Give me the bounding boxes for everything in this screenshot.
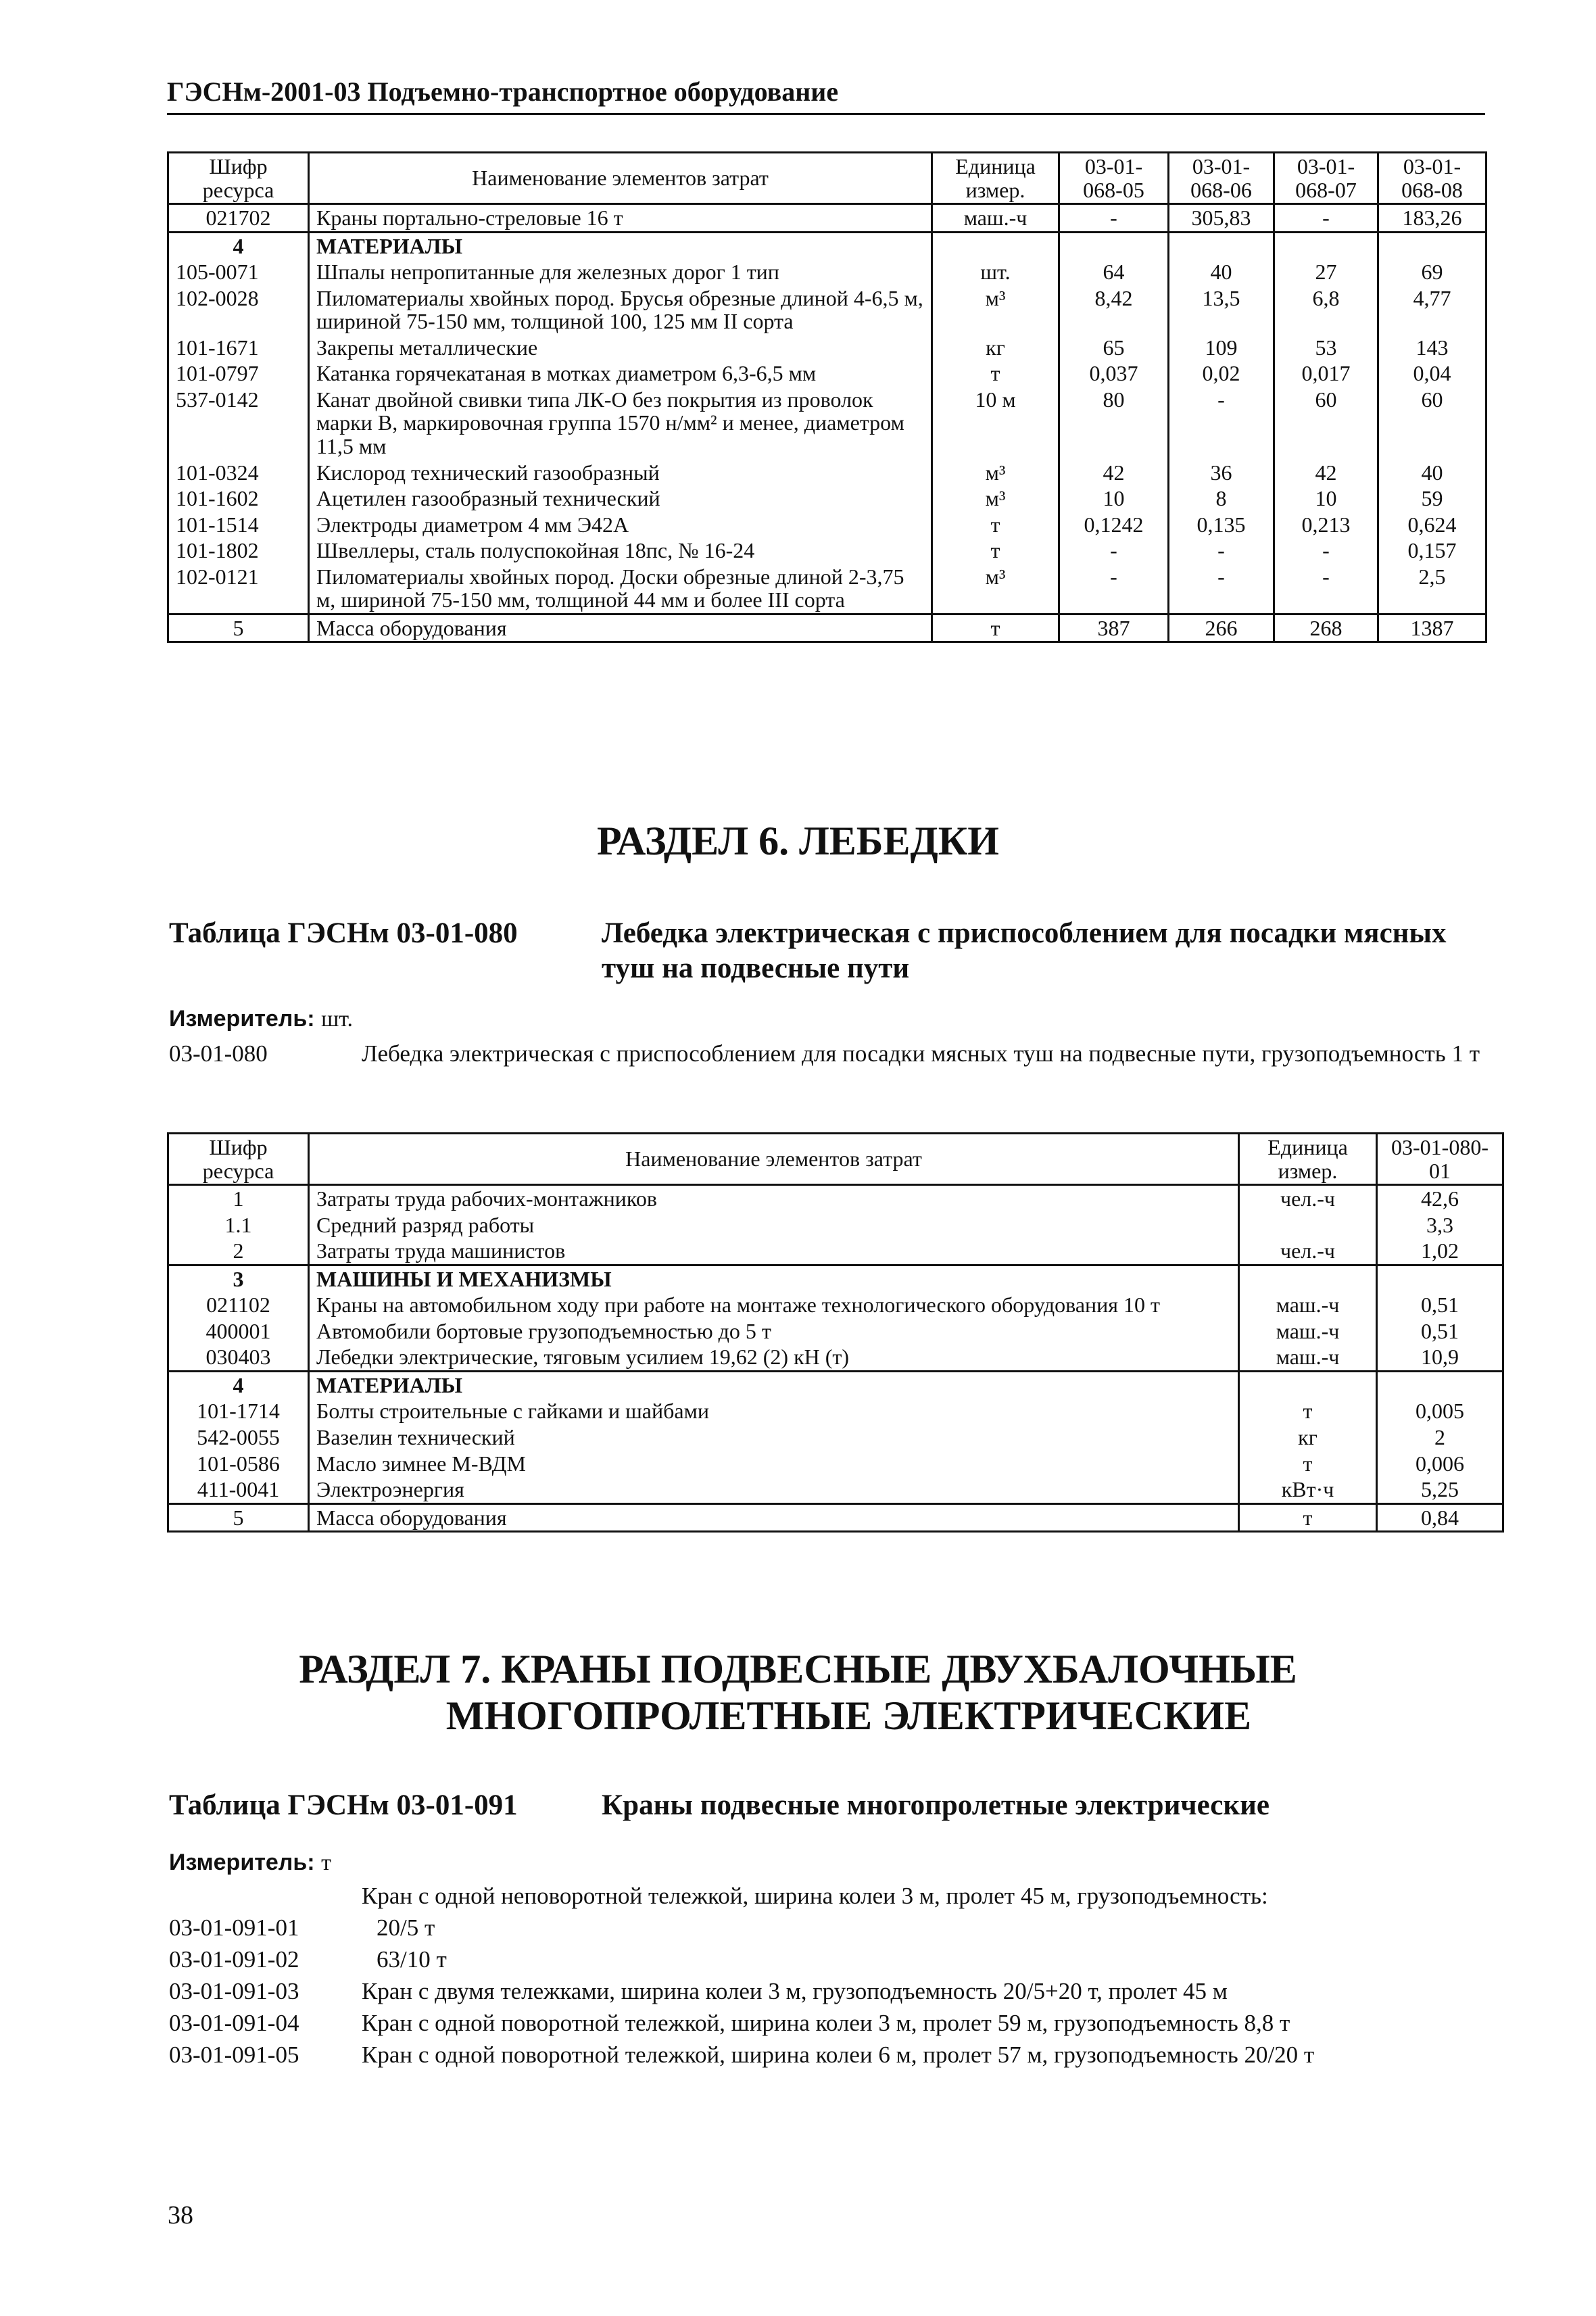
cell: 101-1802 xyxy=(168,537,309,564)
col-header: Наименование элементов затрат xyxy=(309,1134,1239,1185)
table-row xyxy=(168,1212,1503,1238)
cell: 4 xyxy=(168,1371,309,1398)
cell: 4 xyxy=(168,232,309,259)
table-title-091 xyxy=(169,1788,1487,1823)
cell: т xyxy=(932,537,1059,564)
col-header: 03-01-080-01 xyxy=(1377,1134,1503,1185)
section-row xyxy=(168,1371,1503,1398)
cell: 400001 xyxy=(168,1318,309,1345)
table-row xyxy=(168,460,1486,486)
cell: кг xyxy=(1239,1424,1377,1451)
section-7-line2: МНОГОПРОЛЕТНЫЕ ЭЛЕКТРИЧЕСКИЕ xyxy=(445,1693,1252,1738)
desc-text: 20/5 т xyxy=(377,1914,435,1941)
cell: - xyxy=(1059,537,1169,564)
cell: 109 xyxy=(1169,335,1274,361)
cell: 6,8 xyxy=(1274,285,1378,335)
cell: 021702 xyxy=(168,204,309,233)
table-row xyxy=(168,1344,1503,1371)
table-header-row xyxy=(168,153,1486,204)
cell: Кислород технический газообразный xyxy=(309,460,932,486)
cell: маш.-ч xyxy=(932,204,1059,233)
table-row xyxy=(168,204,1486,233)
col-header: 03-01-068-05 xyxy=(1059,153,1169,204)
cell: 3 xyxy=(168,1265,309,1292)
section-row xyxy=(168,1265,1503,1292)
cell: - xyxy=(1169,387,1274,460)
table-title-080 xyxy=(169,916,1487,986)
section-label: МАШИНЫ И МЕХАНИЗМЫ xyxy=(309,1265,1239,1292)
cell: 537-0142 xyxy=(168,387,309,460)
cell: т xyxy=(1239,1451,1377,1477)
cell: 5 xyxy=(168,614,309,642)
cell: 69 xyxy=(1378,259,1486,285)
cell: - xyxy=(1059,204,1169,233)
cell: 143 xyxy=(1378,335,1486,361)
col-header: Единица измер. xyxy=(932,153,1059,204)
cell: 1 xyxy=(168,1185,309,1212)
cell: 8 xyxy=(1169,485,1274,512)
cell: 10,9 xyxy=(1377,1344,1503,1371)
desc-text: Кран с одной неповоротной тележкой, ширина колеи 3 м, пролет 45 м, грузоподъемность: xyxy=(362,1883,1268,1909)
col-header: 03-01-068-06 xyxy=(1169,153,1274,204)
cell: т xyxy=(1239,1398,1377,1424)
section-label: МАТЕРИАЛЫ xyxy=(309,232,932,259)
desc-code: 03-01-091-01 xyxy=(169,1914,299,1941)
cell: - xyxy=(1274,564,1378,614)
cell: 42,6 xyxy=(1377,1185,1503,1212)
meter-label: Измеритель: xyxy=(169,1850,315,1875)
cell: Масса оборудования xyxy=(309,1503,1239,1532)
cell: 10 xyxy=(1059,485,1169,512)
cell: 0,84 xyxy=(1377,1503,1503,1532)
cell: 0,037 xyxy=(1059,360,1169,387)
cell: 53 xyxy=(1274,335,1378,361)
description-080 xyxy=(169,1039,1487,1069)
cell: 1.1 xyxy=(168,1212,309,1238)
cell: 1387 xyxy=(1378,614,1486,642)
cell: 411-0041 xyxy=(168,1476,309,1503)
cell: 59 xyxy=(1378,485,1486,512)
table-title-code: Таблица ГЭСНм 03-01-080 xyxy=(169,917,518,949)
cell: кг xyxy=(932,335,1059,361)
table-row xyxy=(168,1238,1503,1265)
cell: 102-0028 xyxy=(168,285,309,335)
desc-text: Лебедка электрическая с приспособлением для посадки мясных туш на подвесные пути, грузоподъемность 1 т xyxy=(362,1040,1480,1067)
list-item xyxy=(169,1945,1487,1975)
cell: 101-0586 xyxy=(168,1451,309,1477)
table-row xyxy=(168,485,1486,512)
cell: - xyxy=(1169,564,1274,614)
cell: Шпалы непропитанные для железных дорог 1 тип xyxy=(309,259,932,285)
cell: 0,51 xyxy=(1377,1318,1503,1345)
desc-text: Кран с двумя тележками, ширина колеи 3 м, грузоподъемность 20/5+20 т, пролет 45 м xyxy=(362,1978,1228,2004)
table-row xyxy=(168,1476,1503,1503)
cell: 8,42 xyxy=(1059,285,1169,335)
desc-text: Кран с одной поворотной тележкой, ширина колеи 6 м, пролет 57 м, грузоподъемность 20/20 т xyxy=(362,2042,1315,2068)
cell: Болты строительные с гайками и шайбами xyxy=(309,1398,1239,1424)
table-row xyxy=(168,564,1486,614)
meter-value: т xyxy=(321,1850,331,1875)
cell: Лебедки электрические, тяговым усилием 19,62 (2) кН (т) xyxy=(309,1344,1239,1371)
cell: Пиломатериалы хвойных пород. Доски обрезные длиной 2-3,75 м, шириной 75-150 мм, толщиной 44 мм и более III сорта xyxy=(309,564,932,614)
cell: Катанка горячекатаная в мотках диаметром 6,3-6,5 мм xyxy=(309,360,932,387)
cell: 101-0324 xyxy=(168,460,309,486)
cell: 1,02 xyxy=(1377,1238,1503,1265)
desc-code: 03-01-091-02 xyxy=(169,1946,299,1973)
cell: 13,5 xyxy=(1169,285,1274,335)
cell: 0,1242 xyxy=(1059,512,1169,538)
cell: т xyxy=(1239,1503,1377,1532)
table-title-text: Лебедка электрическая с приспособлением для посадки мясных туш на подвесные пути xyxy=(602,917,1447,984)
cell: 0,005 xyxy=(1377,1398,1503,1424)
cell: 101-0797 xyxy=(168,360,309,387)
cell: Вазелин технический xyxy=(309,1424,1239,1451)
cell: 42 xyxy=(1274,460,1378,486)
list-item xyxy=(169,1977,1487,2006)
cell: 102-0121 xyxy=(168,564,309,614)
cell: 105-0071 xyxy=(168,259,309,285)
meter-080 xyxy=(169,1006,353,1032)
cell: - xyxy=(1274,537,1378,564)
cell: м³ xyxy=(932,485,1059,512)
meter-091 xyxy=(169,1850,331,1876)
cell: т xyxy=(932,360,1059,387)
cell: маш.-ч xyxy=(1239,1344,1377,1371)
section-7-line1: РАЗДЕЛ 7. КРАНЫ ПОДВЕСНЫЕ ДВУХБАЛОЧНЫЕ xyxy=(299,1647,1297,1691)
cell: 64 xyxy=(1059,259,1169,285)
cell: 387 xyxy=(1059,614,1169,642)
table-row xyxy=(168,335,1486,361)
cell: 0,135 xyxy=(1169,512,1274,538)
cell: 5 xyxy=(168,1503,309,1532)
cell: 0,017 xyxy=(1274,360,1378,387)
cell xyxy=(1239,1212,1377,1238)
table-row xyxy=(168,259,1486,285)
cell: 0,51 xyxy=(1377,1292,1503,1318)
section-6-title: РАЗДЕЛ 6. ЛЕБЕДКИ xyxy=(597,819,999,863)
cell: 10 xyxy=(1274,485,1378,512)
page-header: ГЭСНм-2001-03 Подъемно-транспортное оборудование xyxy=(167,76,1485,115)
cell: Автомобили бортовые грузоподъемностью до 5 т xyxy=(309,1318,1239,1345)
cell: 65 xyxy=(1059,335,1169,361)
col-header: Шифр ресурса xyxy=(168,1134,309,1185)
cell: - xyxy=(1274,204,1378,233)
col-header: 03-01-068-08 xyxy=(1378,153,1486,204)
cell: 0,157 xyxy=(1378,537,1486,564)
cell: 60 xyxy=(1378,387,1486,460)
list-item xyxy=(169,2008,1487,2038)
cell: 542-0055 xyxy=(168,1424,309,1451)
cell: 80 xyxy=(1059,387,1169,460)
cell: 0,213 xyxy=(1274,512,1378,538)
table-row xyxy=(168,360,1486,387)
cell: 40 xyxy=(1169,259,1274,285)
page-number: 38 xyxy=(168,2201,193,2229)
cell: Ацетилен газообразный технический xyxy=(309,485,932,512)
cell: 27 xyxy=(1274,259,1378,285)
desc-text: Кран с одной поворотной тележкой, ширина колеи 3 м, пролет 59 м, грузоподъемность 8,8 т xyxy=(362,2010,1290,2036)
meter-value: шт. xyxy=(321,1007,354,1032)
cell: шт. xyxy=(932,259,1059,285)
cell: 0,02 xyxy=(1169,360,1274,387)
cell: 0,624 xyxy=(1378,512,1486,538)
table-header-row xyxy=(168,1134,1503,1185)
description-091-intro xyxy=(169,1881,1487,1911)
cell: Масло зимнее М-ВДМ xyxy=(309,1451,1239,1477)
table-row xyxy=(168,1185,1503,1212)
cell: - xyxy=(1169,537,1274,564)
cell: м³ xyxy=(932,285,1059,335)
cell: кВт·ч xyxy=(1239,1476,1377,1503)
cell: маш.-ч xyxy=(1239,1318,1377,1345)
cell: 60 xyxy=(1274,387,1378,460)
meter-label: Измеритель: xyxy=(169,1006,315,1032)
cell: 101-1514 xyxy=(168,512,309,538)
cell: 030403 xyxy=(168,1344,309,1371)
cell: 42 xyxy=(1059,460,1169,486)
cell: Швеллеры, сталь полуспокойная 18пс, № 16-24 xyxy=(309,537,932,564)
table-row xyxy=(168,1398,1503,1424)
cell: 101-1602 xyxy=(168,485,309,512)
table-title-code: Таблица ГЭСНм 03-01-091 xyxy=(169,1789,518,1821)
cell: 021102 xyxy=(168,1292,309,1318)
cell: Закрепы металлические xyxy=(309,335,932,361)
cell: 2 xyxy=(1377,1424,1503,1451)
section-7-title xyxy=(0,1646,1596,1739)
table-row xyxy=(168,387,1486,460)
cell: Электроды диаметром 4 мм Э42А xyxy=(309,512,932,538)
cell: Пиломатериалы хвойных пород. Брусья обрезные длиной 4-6,5 м, шириной 75-150 мм, толщиной 100, 125 мм II сорта xyxy=(309,285,932,335)
table-row xyxy=(168,285,1486,335)
cell: 36 xyxy=(1169,460,1274,486)
col-header: Единица измер. xyxy=(1239,1134,1377,1185)
section-row xyxy=(168,232,1486,259)
cell: 183,26 xyxy=(1378,204,1486,233)
cell: Краны на автомобильном ходу при работе на монтаже технологического оборудования 10 т xyxy=(309,1292,1239,1318)
cell: 268 xyxy=(1274,614,1378,642)
list-item xyxy=(169,1913,1487,1943)
cell: чел.-ч xyxy=(1239,1238,1377,1265)
cell: Средний разряд работы xyxy=(309,1212,1239,1238)
cell: м³ xyxy=(932,564,1059,614)
cell: чел.-ч xyxy=(1239,1185,1377,1212)
cell: 3,3 xyxy=(1377,1212,1503,1238)
desc-code: 03-01-080 xyxy=(169,1040,268,1067)
resource-table-068 xyxy=(167,151,1487,643)
desc-code: 03-01-091-03 xyxy=(169,1978,299,2004)
mass-row xyxy=(168,614,1486,642)
table-title-text: Краны подвесные многопролетные электрические xyxy=(602,1789,1269,1821)
cell: Краны портально-стреловые 16 т xyxy=(309,204,932,233)
cell: маш.-ч xyxy=(1239,1292,1377,1318)
desc-text: 63/10 т xyxy=(377,1946,447,1973)
cell: 2,5 xyxy=(1378,564,1486,614)
table-row xyxy=(168,1318,1503,1345)
cell: 0,006 xyxy=(1377,1451,1503,1477)
table-row xyxy=(168,1424,1503,1451)
cell: т xyxy=(932,512,1059,538)
table-row xyxy=(168,1292,1503,1318)
cell: 305,83 xyxy=(1169,204,1274,233)
resource-table-080 xyxy=(167,1132,1504,1533)
table-row xyxy=(168,1451,1503,1477)
cell: м³ xyxy=(932,460,1059,486)
mass-row xyxy=(168,1503,1503,1532)
cell: Затраты труда машинистов xyxy=(309,1238,1239,1265)
cell: 0,04 xyxy=(1378,360,1486,387)
cell: 266 xyxy=(1169,614,1274,642)
table-row xyxy=(168,512,1486,538)
cell: 10 м xyxy=(932,387,1059,460)
col-header: 03-01-068-07 xyxy=(1274,153,1378,204)
cell: 2 xyxy=(168,1238,309,1265)
col-header: Шифр ресурса xyxy=(168,153,309,204)
cell: Канат двойной свивки типа ЛК-О без покрытия из проволок марки В, маркировочная группа 1570 н/мм² и менее, диаметром 11,5 мм xyxy=(309,387,932,460)
desc-code: 03-01-091-04 xyxy=(169,2010,299,2036)
desc-code: 03-01-091-05 xyxy=(169,2042,299,2068)
cell: Электроэнергия xyxy=(309,1476,1239,1503)
col-header: Наименование элементов затрат xyxy=(309,153,932,204)
section-label: МАТЕРИАЛЫ xyxy=(309,1371,1239,1398)
cell: 4,77 xyxy=(1378,285,1486,335)
cell: 101-1671 xyxy=(168,335,309,361)
cell: 40 xyxy=(1378,460,1486,486)
cell: Затраты труда рабочих-монтажников xyxy=(309,1185,1239,1212)
cell: т xyxy=(932,614,1059,642)
cell: - xyxy=(1059,564,1169,614)
cell: Масса оборудования xyxy=(309,614,932,642)
cell: 101-1714 xyxy=(168,1398,309,1424)
list-item xyxy=(169,2040,1487,2070)
table-row xyxy=(168,537,1486,564)
cell: 5,25 xyxy=(1377,1476,1503,1503)
